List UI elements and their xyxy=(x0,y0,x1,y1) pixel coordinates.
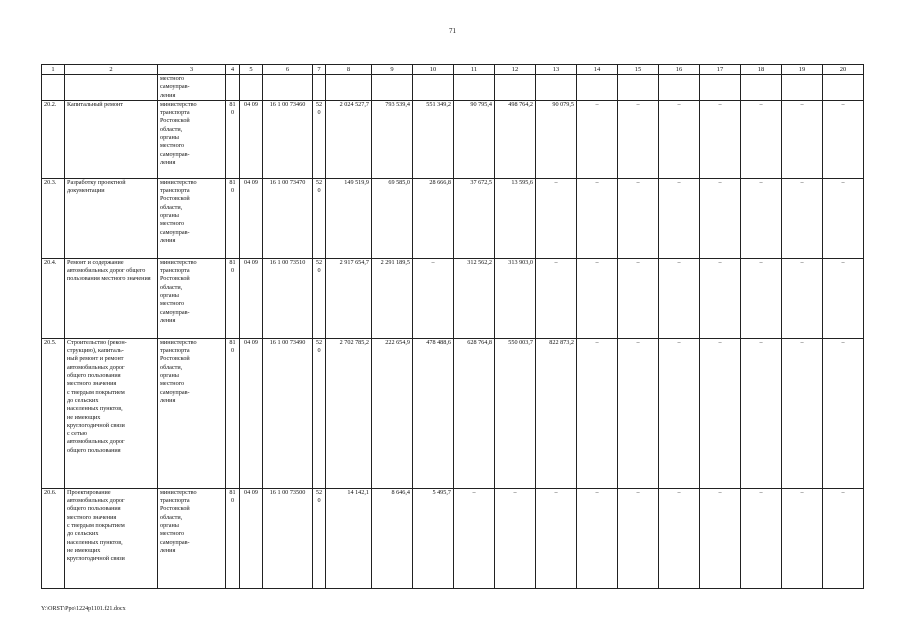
executor-cell: министерство транспорта Ростовской области, органы местного самоуправ- ления xyxy=(158,338,226,488)
column-number-header: 20 xyxy=(823,65,864,75)
code-cell: 16 1 00 73500 xyxy=(263,488,313,588)
year-value-cell: – xyxy=(741,488,782,588)
row-number-cell: 20.5. xyxy=(42,338,65,488)
total-value-cell: 14 142,1 xyxy=(326,488,372,588)
executor-cell: министерство транспорта Ростовской области, органы местного самоуправ- ления xyxy=(158,488,226,588)
table-row xyxy=(42,178,864,258)
year-value-cell: – xyxy=(823,100,864,178)
empty-cell xyxy=(495,75,536,101)
year-value-cell: 222 654,9 xyxy=(372,338,413,488)
code-cell: 810 xyxy=(226,100,240,178)
year-value-cell: – xyxy=(741,258,782,338)
year-value-cell: 628 764,8 xyxy=(454,338,495,488)
year-value-cell: – xyxy=(618,488,659,588)
year-value-cell: – xyxy=(577,258,618,338)
executor-cell: министерство транспорта Ростовской области, органы местного самоуправ- ления xyxy=(158,100,226,178)
code-cell: 520 xyxy=(313,100,326,178)
column-number-header: 11 xyxy=(454,65,495,75)
empty-cell xyxy=(65,75,158,101)
empty-cell xyxy=(42,75,65,101)
year-value-cell: – xyxy=(700,258,741,338)
column-number-header: 1 xyxy=(42,65,65,75)
code-cell: 520 xyxy=(313,258,326,338)
year-value-cell: 8 646,4 xyxy=(372,488,413,588)
column-number-header: 7 xyxy=(313,65,326,75)
column-number-header: 6 xyxy=(263,65,313,75)
column-number-header: 4 xyxy=(226,65,240,75)
year-value-cell: – xyxy=(823,258,864,338)
year-value-cell: – xyxy=(741,338,782,488)
year-value-cell: 793 539,4 xyxy=(372,100,413,178)
measure-name-cell: Разработку проектной документации xyxy=(65,178,158,258)
code-cell: 04 09 xyxy=(240,488,263,588)
empty-cell xyxy=(313,75,326,101)
year-value-cell: 28 666,8 xyxy=(413,178,454,258)
total-value-cell: 149 519,9 xyxy=(326,178,372,258)
column-number-header: 2 xyxy=(65,65,158,75)
year-value-cell: – xyxy=(782,258,823,338)
column-number-header: 3 xyxy=(158,65,226,75)
year-value-cell: 69 585,0 xyxy=(372,178,413,258)
table-row xyxy=(42,338,864,488)
empty-cell xyxy=(700,75,741,101)
year-value-cell: 37 672,5 xyxy=(454,178,495,258)
code-cell: 810 xyxy=(226,338,240,488)
year-value-cell: – xyxy=(700,178,741,258)
year-value-cell: 822 873,2 xyxy=(536,338,577,488)
measure-name-cell: Проектирование автомобильных дорог общего пользования местного значения с твердым покрытием до сельских населенных пунктов, не имеющих круглогодичной связи xyxy=(65,488,158,588)
column-number-header: 10 xyxy=(413,65,454,75)
code-cell: 04 09 xyxy=(240,100,263,178)
year-value-cell: – xyxy=(536,258,577,338)
empty-cell xyxy=(226,75,240,101)
year-value-cell: – xyxy=(495,488,536,588)
empty-cell xyxy=(536,75,577,101)
year-value-cell: – xyxy=(782,488,823,588)
row-number-cell: 20.6. xyxy=(42,488,65,588)
year-value-cell: – xyxy=(577,100,618,178)
empty-cell xyxy=(659,75,700,101)
year-value-cell: – xyxy=(618,258,659,338)
measure-name-cell: Ремонт и содержание автомобильных дорог общего пользования местного значения xyxy=(65,258,158,338)
year-value-cell: – xyxy=(659,258,700,338)
year-value-cell: 90 795,4 xyxy=(454,100,495,178)
column-number-header: 5 xyxy=(240,65,263,75)
code-cell: 520 xyxy=(313,338,326,488)
total-value-cell: 2 024 527,7 xyxy=(326,100,372,178)
table-row xyxy=(42,488,864,588)
measure-name-cell: Строительство (рекон- струкцию), капиталь- ный ремонт и ремонт автомобильных дорог общего пользования местного значения с твердым покрытием до сельских населенных пунктов, не имеющих круглогодичной связи с сетью автомобильных дорог общего пользования xyxy=(65,338,158,488)
empty-cell xyxy=(372,75,413,101)
year-value-cell: 312 562,2 xyxy=(454,258,495,338)
year-value-cell: – xyxy=(659,100,700,178)
code-cell: 810 xyxy=(226,488,240,588)
continuation-row xyxy=(42,75,864,101)
year-value-cell: – xyxy=(823,488,864,588)
code-cell: 520 xyxy=(313,178,326,258)
code-cell: 04 09 xyxy=(240,338,263,488)
executor-cell: министерство транспорта Ростовской области, органы местного самоуправ- ления xyxy=(158,178,226,258)
year-value-cell: – xyxy=(782,178,823,258)
year-value-cell: – xyxy=(700,100,741,178)
empty-cell xyxy=(240,75,263,101)
year-value-cell: 498 764,2 xyxy=(495,100,536,178)
column-number-header: 12 xyxy=(495,65,536,75)
column-number-header: 19 xyxy=(782,65,823,75)
code-cell: 520 xyxy=(313,488,326,588)
measure-name-cell: Капитальный ремонт xyxy=(65,100,158,178)
code-cell: 16 1 00 73510 xyxy=(263,258,313,338)
year-value-cell: 90 079,5 xyxy=(536,100,577,178)
column-number-header: 8 xyxy=(326,65,372,75)
column-number-header: 17 xyxy=(700,65,741,75)
year-value-cell: 551 349,2 xyxy=(413,100,454,178)
empty-cell xyxy=(577,75,618,101)
empty-cell xyxy=(618,75,659,101)
year-value-cell: – xyxy=(659,178,700,258)
year-value-cell: 2 291 189,5 xyxy=(372,258,413,338)
code-cell: 810 xyxy=(226,258,240,338)
year-value-cell: – xyxy=(413,258,454,338)
year-value-cell: – xyxy=(782,100,823,178)
column-number-header: 13 xyxy=(536,65,577,75)
code-cell: 04 09 xyxy=(240,258,263,338)
year-value-cell: 13 595,6 xyxy=(495,178,536,258)
empty-cell xyxy=(326,75,372,101)
empty-cell xyxy=(741,75,782,101)
year-value-cell: 550 003,7 xyxy=(495,338,536,488)
row-number-cell: 20.2. xyxy=(42,100,65,178)
year-value-cell: – xyxy=(454,488,495,588)
table-row xyxy=(42,100,864,178)
year-value-cell: – xyxy=(741,178,782,258)
year-value-cell: – xyxy=(700,338,741,488)
row-number-cell: 20.3. xyxy=(42,178,65,258)
empty-cell xyxy=(263,75,313,101)
empty-cell xyxy=(454,75,495,101)
table-row xyxy=(42,258,864,338)
year-value-cell: – xyxy=(823,338,864,488)
column-number-header: 18 xyxy=(741,65,782,75)
year-value-cell: 313 903,0 xyxy=(495,258,536,338)
year-value-cell: – xyxy=(782,338,823,488)
year-value-cell: 5 495,7 xyxy=(413,488,454,588)
year-value-cell: – xyxy=(577,488,618,588)
column-number-header: 9 xyxy=(372,65,413,75)
code-cell: 16 1 00 73460 xyxy=(263,100,313,178)
empty-cell xyxy=(413,75,454,101)
year-value-cell: – xyxy=(659,338,700,488)
column-number-header: 16 xyxy=(659,65,700,75)
row-number-cell: 20.4. xyxy=(42,258,65,338)
executor-cell: министерство транспорта Ростовской области, органы местного самоуправ- ления xyxy=(158,258,226,338)
year-value-cell: – xyxy=(577,178,618,258)
empty-cell xyxy=(823,75,864,101)
year-value-cell: 478 488,6 xyxy=(413,338,454,488)
year-value-cell: – xyxy=(741,100,782,178)
empty-cell xyxy=(782,75,823,101)
executor-cell: местного самоуправ- ления xyxy=(158,75,226,101)
year-value-cell: – xyxy=(618,178,659,258)
year-value-cell: – xyxy=(618,100,659,178)
year-value-cell: – xyxy=(700,488,741,588)
code-cell: 04 09 xyxy=(240,178,263,258)
total-value-cell: 2 917 654,7 xyxy=(326,258,372,338)
year-value-cell: – xyxy=(618,338,659,488)
code-cell: 16 1 00 73490 xyxy=(263,338,313,488)
year-value-cell: – xyxy=(659,488,700,588)
code-cell: 810 xyxy=(226,178,240,258)
column-number-row xyxy=(42,65,864,75)
year-value-cell: – xyxy=(577,338,618,488)
file-path-footer: Y:\ORST\Ppo\1224p1101.f21.docx xyxy=(41,606,126,612)
column-number-header: 14 xyxy=(577,65,618,75)
total-value-cell: 2 702 785,2 xyxy=(326,338,372,488)
column-number-header: 15 xyxy=(618,65,659,75)
page-number: 71 xyxy=(449,27,456,35)
budget-table xyxy=(41,64,864,589)
year-value-cell: – xyxy=(823,178,864,258)
code-cell: 16 1 00 73470 xyxy=(263,178,313,258)
year-value-cell: – xyxy=(536,488,577,588)
year-value-cell: – xyxy=(536,178,577,258)
